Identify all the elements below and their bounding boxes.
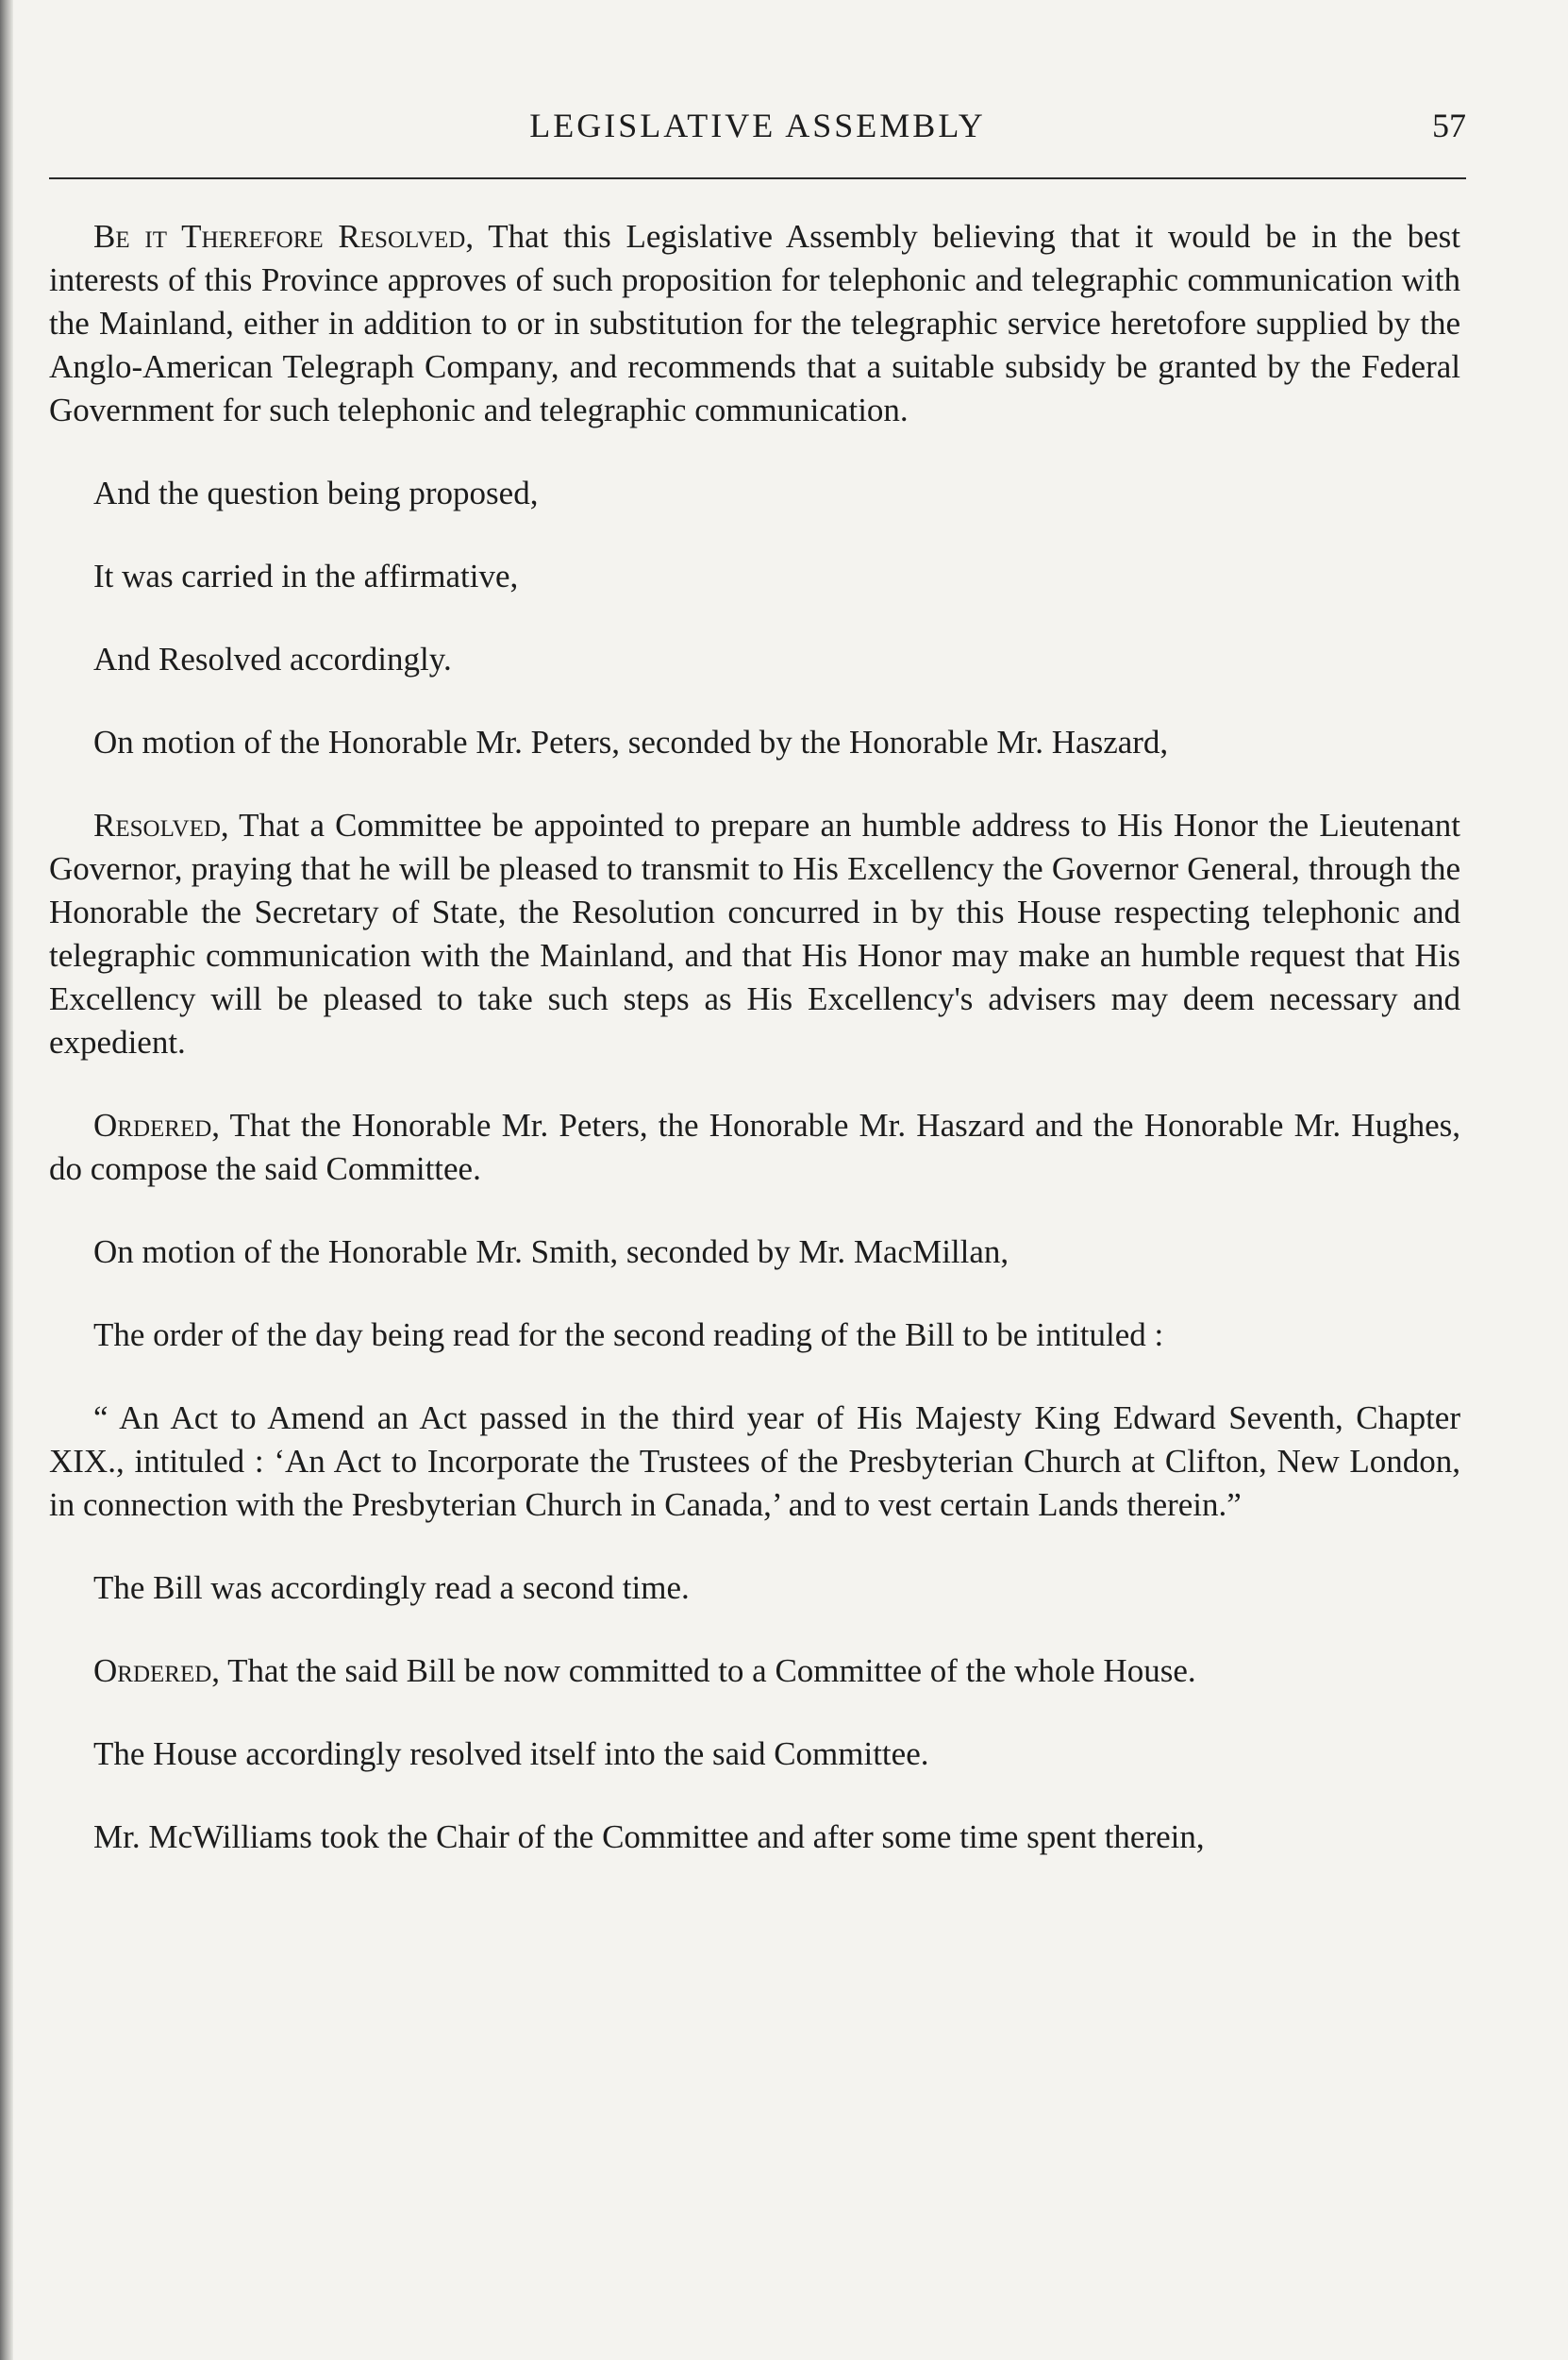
paragraph-text: On motion of the Honorable Mr. Smith, seconded by Mr. MacMillan, <box>93 1233 1009 1270</box>
paragraph-text: And Resolved accordingly. <box>93 641 452 678</box>
paragraph-motion-peters <box>49 721 1460 764</box>
paragraph-text: And the question being proposed, <box>93 475 539 511</box>
paragraph-text: The House accordingly resolved itself into the said Committee. <box>93 1735 929 1772</box>
paragraph-text: It was carried in the affirmative, <box>93 558 519 594</box>
paragraph-resolved-committee <box>49 804 1460 1064</box>
paragraph-text: On motion of the Honorable Mr. Peters, seconded by the Honorable Mr. Haszard, <box>93 724 1169 761</box>
header-rule <box>49 177 1466 179</box>
paragraph-text: Mr. McWilliams took the Chair of the Committee and after some time spent therein, <box>93 1818 1205 1855</box>
paragraph-text: That a Committee be appointed to prepare an humble address to His Honor the Lieutenant Governor, praying that he will be pleased to transmit to His Excellency the Governor General, through the Honorable the Secretary of State, the Resolution concurred in by this House respecting telephonic and telegraphic communication with the Mainland, and that His Honor may make an humble request that His Excellency will be pleased to take such steps as His Excellency's advisers may deem necessary and expedient. <box>49 807 1460 1061</box>
paragraph-question-proposed <box>49 472 1460 515</box>
paragraph-text: That the Honorable Mr. Peters, the Honorable Mr. Haszard and the Honorable Mr. Hughes, do compose the said Committee. <box>49 1107 1460 1187</box>
paragraph-second-reading <box>49 1566 1460 1610</box>
paragraph-text: The Bill was accordingly read a second time. <box>93 1569 690 1606</box>
paragraph-bill-title <box>49 1397 1460 1527</box>
paragraph-text: The order of the day being read for the second reading of the Bill to be intituled : <box>93 1316 1164 1353</box>
running-head <box>49 106 1466 162</box>
ordered-lead: Ordered, <box>93 1652 221 1689</box>
paragraph-ordered-committee <box>49 1104 1460 1191</box>
resolution-lead: Be it Therefore Resolved, <box>93 218 475 255</box>
paragraph-resolved-accordingly <box>49 638 1460 681</box>
paragraph-house-resolved <box>49 1732 1460 1776</box>
paragraph-chair <box>49 1816 1460 1859</box>
paragraph-text: That this Legislative Assembly believing that it would be in the best interests of this Province approves of such proposition for telephonic and telegraphic communication with the Mainland, either in addition to or in substitution for the telegraphic service heretofore supplied by the Anglo-American Telegraph Company, and recommends that a suitable subsidy be granted by the Federal Government for such telephonic and telegraphic communication. <box>49 218 1460 428</box>
resolved-lead: Resolved, <box>93 807 229 844</box>
paragraph-ordered-bill <box>49 1649 1460 1693</box>
page-binding-edge <box>0 0 13 2360</box>
ordered-lead: Ordered, <box>93 1107 221 1144</box>
paragraph-carried <box>49 555 1460 598</box>
paragraph-text: That the said Bill be now committed to a Committee of the whole House. <box>220 1652 1196 1689</box>
running-title: LEGISLATIVE ASSEMBLY <box>529 107 986 144</box>
body-text <box>49 215 1460 1899</box>
paragraph-text: “ An Act to Amend an Act passed in the third year of His Majesty King Edward Seventh, Chapter XIX., intituled : ‘An Act to Incorporate the Trustees of the Presbyterian Church at Clifton, New London, in connection with the Presbyterian Church in Canada,’ and to vest certain Lands therein.” <box>49 1399 1460 1523</box>
paragraph-order-of-day <box>49 1314 1460 1357</box>
paragraph-motion-smith <box>49 1230 1460 1274</box>
paragraph-resolution <box>49 215 1460 432</box>
page-number: 57 <box>1432 107 1466 144</box>
